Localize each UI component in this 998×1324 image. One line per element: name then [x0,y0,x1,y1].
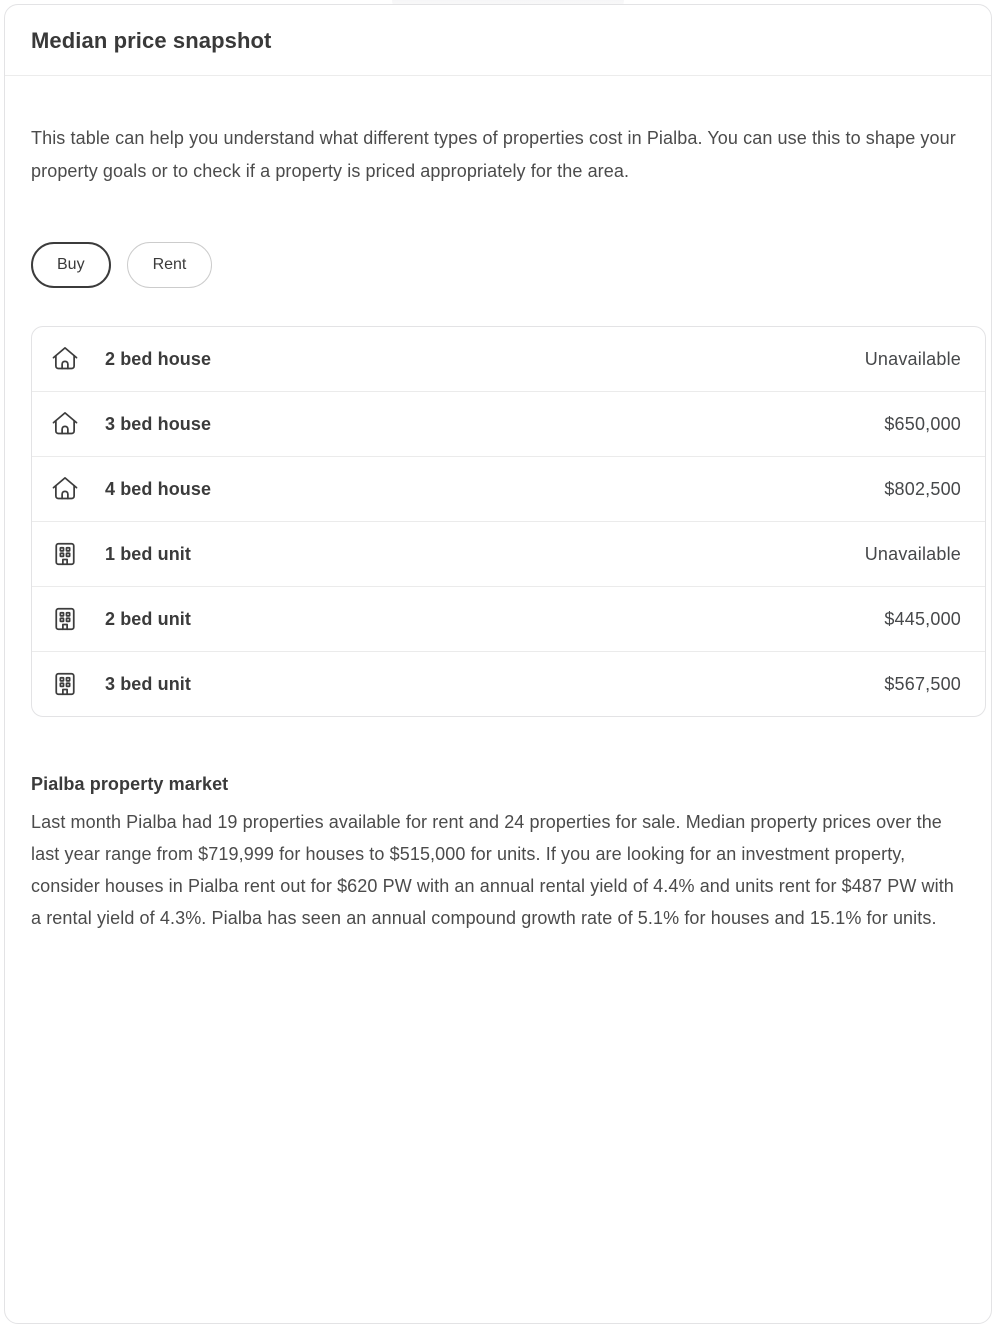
price-table [31,326,986,717]
row-label: 2 bed unit [105,608,191,629]
row-label: 3 bed house [105,413,212,434]
table-row [32,521,985,586]
house-icon [50,409,80,439]
building-icon [50,539,80,569]
buy-toggle-button[interactable]: Buy [31,242,111,288]
market-summary-body: Last month Pialba had 19 properties available for rent and 24 properties for sale. Median property prices over the last year range from $719,999 for houses to $515,000 for units. If you are looking for an investment property, consider houses in Pialba rent out for $620 PW with an annual rental yield of 4.4% and units rent for $487 PW with a rental yield of 4.3%. Pialba has seen an annual compound growth rate of 5.1% for houses and 15.1% for units. [31,812,954,928]
table-row [32,586,985,651]
median-price-card [4,4,992,1324]
row-value: $567,500 [884,673,961,694]
row-label: 3 bed unit [105,673,191,694]
buy-rent-toggle [31,242,965,288]
row-label: 2 bed house [105,348,212,369]
building-icon [50,669,80,699]
card-body [5,122,991,934]
house-icon [50,474,80,504]
row-value: Unavailable [864,543,961,564]
rent-toggle-button[interactable]: Rent [127,242,213,288]
row-value: Unavailable [864,348,961,369]
page-title: Median price snapshot [31,28,272,53]
table-row [32,391,985,456]
table-row [32,651,985,716]
table-row [32,456,985,521]
row-label: 4 bed house [105,478,212,499]
card-header [5,5,991,76]
building-icon [50,604,80,634]
row-value: $445,000 [884,608,961,629]
snapshot-description: This table can help you understand what different types of properties cost in Pialba. You can use this to shape your property goals or to check if a property is priced appropriately for the area. [31,128,956,181]
house-icon [50,344,80,374]
row-value: $650,000 [884,413,961,434]
market-summary-heading: Pialba property market [31,774,229,794]
row-value: $802,500 [884,478,961,499]
row-label: 1 bed unit [105,543,191,564]
table-row [32,327,985,391]
